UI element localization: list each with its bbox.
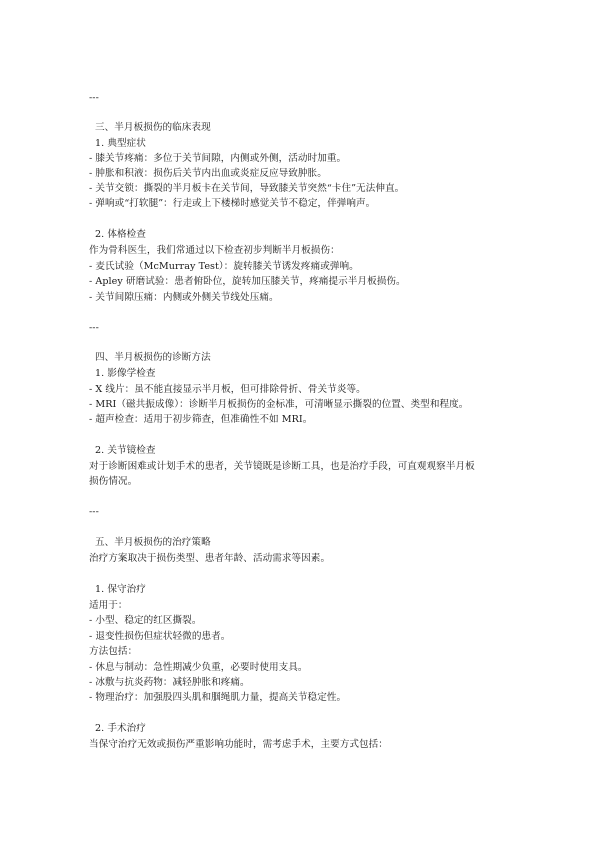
section-3-heading: 三、半月板损伤的临床表现 <box>95 122 211 133</box>
paragraph: 治疗方案取决于损伤类型、患者年龄、活动需求等因素。 <box>89 553 331 564</box>
list-item: - 超声检查：适用于初步筛查，但准确性不如 MRI。 <box>89 414 313 425</box>
paragraph: 作为骨科医生，我们常通过以下检查初步判断半月板损伤： <box>89 245 340 256</box>
separator: --- <box>89 93 99 103</box>
list-item: - 小型、稳定的红区撕裂。 <box>89 615 202 626</box>
subsection-heading: 2. 手术治疗 <box>95 723 146 734</box>
separator: --- <box>89 323 99 333</box>
list-item: - 弹响或“打软腿”：行走或上下楼梯时感觉关节不稳定，伴弹响声。 <box>89 198 376 209</box>
list-item: - 休息与制动：急性期减少负重，必要时使用支具。 <box>89 662 308 673</box>
paragraph: 对于诊断困难或计划手术的患者，关节镜既是诊断工具，也是治疗手段，可直观观察半月板 <box>89 461 475 472</box>
list-item: - 膝关节疼痛：多位于关节间隙，内侧或外侧，活动时加重。 <box>89 153 347 164</box>
subsection-heading: 2. 关节镜检查 <box>95 445 156 456</box>
list-item: - MRI（磁共振成像）：诊断半月板损伤的金标准，可清晰显示撕裂的位置、类型和程度。 <box>89 399 469 410</box>
list-item: - 麦氏试验（McMurray Test）：旋转膝关节诱发疼痛或弹响。 <box>89 261 359 272</box>
subsection-heading: 1. 保守治疗 <box>95 584 146 595</box>
separator: --- <box>89 507 99 517</box>
list-item: - 冰敷与抗炎药物：减轻肿胀和疼痛。 <box>89 677 250 688</box>
list-item: - 物理治疗：加强股四头肌和腘绳肌力量，提高关节稳定性。 <box>89 692 347 703</box>
paragraph: 损伤情况。 <box>89 476 138 487</box>
section-4-heading: 四、半月板损伤的诊断方法 <box>95 352 211 363</box>
paragraph: 方法包括： <box>89 646 138 657</box>
list-item: - 关节交锁：撕裂的半月板卡在关节间，导致膝关节突然“卡住”无法伸直。 <box>89 183 405 194</box>
paragraph: 适用于： <box>89 600 128 611</box>
paragraph: 当保守治疗无效或损伤严重影响功能时，需考虑手术，主要方式包括： <box>89 739 388 750</box>
list-item: - 关节间隙压痛：内侧或外侧关节线处压痛。 <box>89 292 279 303</box>
list-item: - 肿胀和积液：损伤后关节内出血或炎症反应导致肿胀。 <box>89 168 327 179</box>
subsection-heading: 2. 体格检查 <box>95 229 146 240</box>
list-item: - Apley 研磨试验：患者俯卧位，旋转加压膝关节，疼痛提示半月板损伤。 <box>89 276 406 287</box>
subsection-heading: 1. 影像学检查 <box>95 368 156 379</box>
list-item: - 退变性损伤但症状轻微的患者。 <box>89 631 231 642</box>
subsection-heading: 1. 典型症状 <box>95 138 146 149</box>
list-item: - X 线片：虽不能直接显示半月板，但可排除骨折、骨关节炎等。 <box>89 384 366 395</box>
section-5-heading: 五、半月板损伤的治疗策略 <box>95 537 211 548</box>
